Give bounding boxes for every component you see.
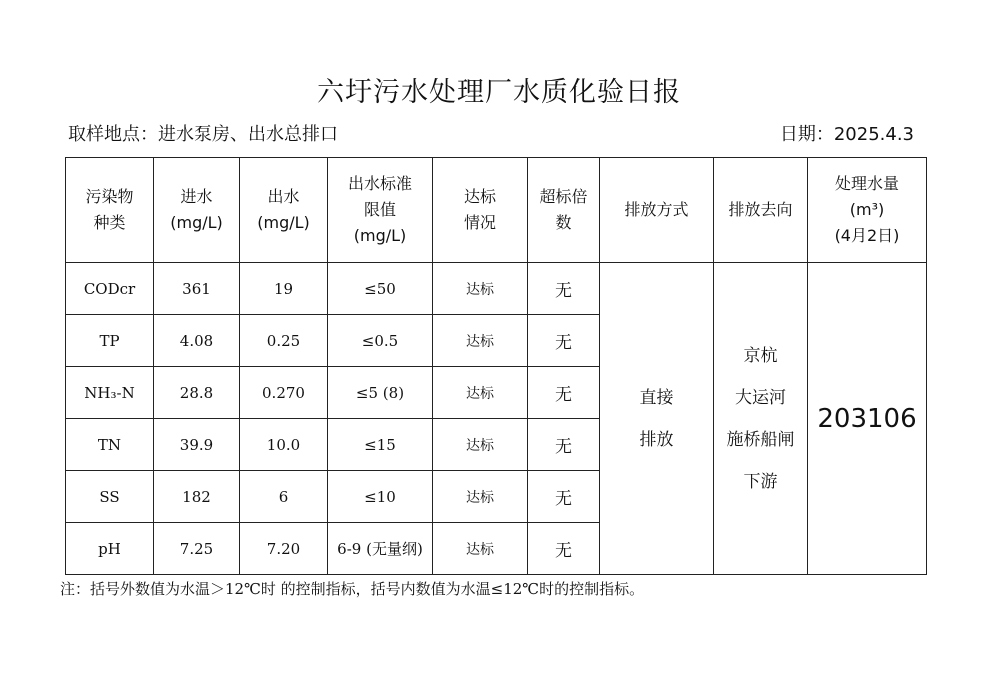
discharge-mode-cell: 直接 排放 [600, 263, 714, 575]
pollutant-cell: pH [66, 523, 154, 575]
compliance-cell: 达标 [433, 419, 528, 471]
limit-cell: ≤5 (8) [328, 367, 433, 419]
discharge-dest-cell: 京杭 大运河 施桥船闸 下游 [714, 263, 808, 575]
report-title: 六圩污水处理厂水质化验日报 [317, 77, 681, 108]
water-quality-table [65, 157, 927, 575]
limit-cell: ≤50 [328, 263, 433, 315]
volume-cell: 203106 [808, 263, 927, 575]
header-row [66, 158, 927, 263]
header-limit: 出水标准 限值 (mg/L) [328, 158, 433, 263]
effluent-cell: 0.270 [240, 367, 328, 419]
header-effluent: 出水 (mg/L) [240, 158, 328, 263]
compliance-cell: 达标 [433, 471, 528, 523]
effluent-cell: 19 [240, 263, 328, 315]
effluent-cell: 10.0 [240, 419, 328, 471]
pollutant-cell: NH₃-N [66, 367, 154, 419]
exceed-cell: 无 [528, 315, 600, 367]
influent-cell: 39.9 [154, 419, 240, 471]
effluent-cell: 7.20 [240, 523, 328, 575]
exceed-cell: 无 [528, 471, 600, 523]
limit-cell: ≤10 [328, 471, 433, 523]
influent-cell: 28.8 [154, 367, 240, 419]
exceed-cell: 无 [528, 419, 600, 471]
table-row [66, 263, 927, 315]
influent-cell: 7.25 [154, 523, 240, 575]
limit-cell: ≤15 [328, 419, 433, 471]
compliance-cell: 达标 [433, 263, 528, 315]
influent-cell: 361 [154, 263, 240, 315]
influent-cell: 182 [154, 471, 240, 523]
pollutant-cell: SS [66, 471, 154, 523]
pollutant-cell: TP [66, 315, 154, 367]
report-date: 日期：2025.4.3 [779, 124, 914, 145]
limit-cell: 6-9 (无量纲) [328, 523, 433, 575]
header-compliance: 达标 情况 [433, 158, 528, 263]
compliance-cell: 达标 [433, 523, 528, 575]
exceed-cell: 无 [528, 523, 600, 575]
header-discharge-mode: 排放方式 [600, 158, 714, 263]
effluent-cell: 6 [240, 471, 328, 523]
header-volume: 处理水量 (m³) (4月2日) [808, 158, 927, 263]
exceed-cell: 无 [528, 367, 600, 419]
effluent-cell: 0.25 [240, 315, 328, 367]
footnote: 注：括号外数值为水温＞12℃时 的控制指标，括号内数值为水温≤12℃时的控制指标。 [60, 580, 645, 598]
pollutant-cell: TN [66, 419, 154, 471]
header-pollutant: 污染物 种类 [66, 158, 154, 263]
exceed-cell: 无 [528, 263, 600, 315]
compliance-cell: 达标 [433, 315, 528, 367]
header-exceed: 超标倍 数 [528, 158, 600, 263]
compliance-cell: 达标 [433, 367, 528, 419]
header-discharge-dest: 排放去向 [714, 158, 808, 263]
pollutant-cell: CODcr [66, 263, 154, 315]
header-influent: 进水 (mg/L) [154, 158, 240, 263]
influent-cell: 4.08 [154, 315, 240, 367]
limit-cell: ≤0.5 [328, 315, 433, 367]
sample-location: 取样地点：进水泵房、出水总排口 [68, 124, 338, 145]
